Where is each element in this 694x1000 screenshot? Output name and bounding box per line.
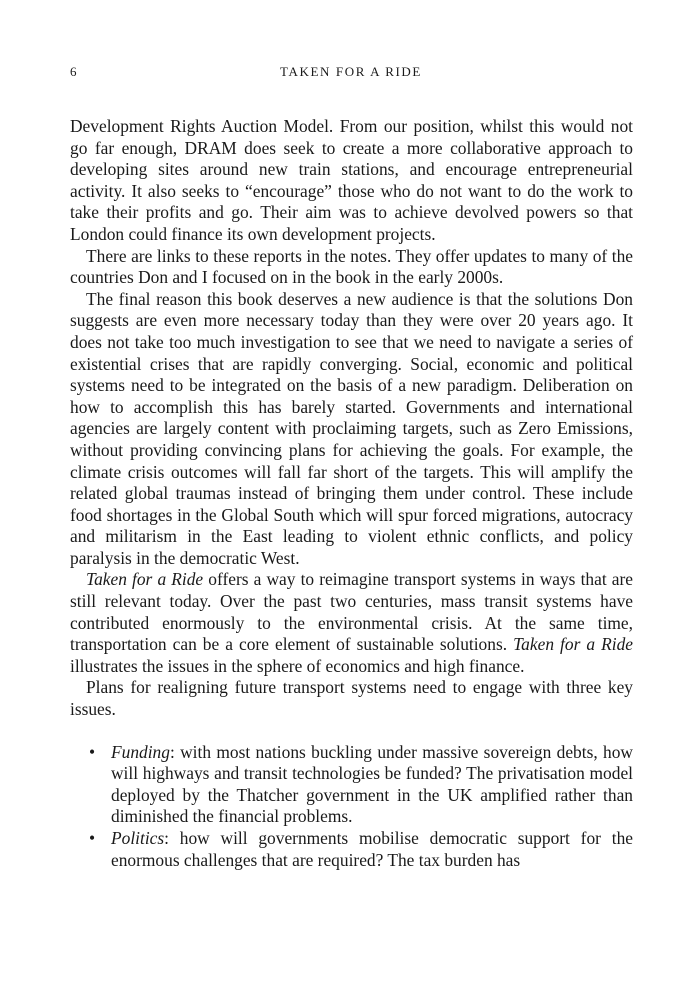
- list-item-text: : how will governments mobilise democratic support for the enormous challenges that are required? The tax burden has: [111, 828, 633, 870]
- bullet-icon: •: [89, 741, 96, 762]
- list-item-term: Funding: [111, 741, 170, 762]
- running-head: [70, 64, 632, 84]
- paragraph: [70, 569, 633, 677]
- paragraph-text: offers a way to reimagine transport systems in ways that are still relevant today. Over the past two centuries, mass transit systems have contributed enormously to the environmental crisis. At the same time, transportation can be a core element of sustainable solutions.: [70, 569, 634, 655]
- bullet-icon: •: [89, 828, 96, 848]
- list-item-term: Politics: [111, 828, 165, 848]
- paragraph: Development Rights Auction Model. From our position, whilst this would not go far enough, DRAM does seek to create a more collaborative approach to developing sites around new train stations, and encourage entrepreneurial activity. It also seeks to “encourage” those who do not want to do the work to take their profits and go. Their aim was to achieve devolved powers so that London could finance its own development projects.: [70, 116, 633, 244]
- body-text: [70, 116, 633, 871]
- list-item: [70, 742, 633, 828]
- list-item-text: : with most nations buckling under massive sovereign debts, how will highways and transit technologies be funded? The privatisation model deployed by the Thatcher government in the UK amplified rather than diminished the financial problems.: [111, 741, 633, 827]
- bullet-list: [70, 742, 633, 872]
- paragraph: Plans for realigning future transport systems need to engage with three key issues.: [70, 677, 633, 720]
- page-number: 6: [70, 64, 79, 79]
- paragraph: There are links to these reports in the notes. They offer updates to many of the countries Don and I focused on in the book in the early 2000s.: [70, 245, 633, 288]
- running-title: TAKEN FOR A RIDE: [280, 64, 422, 79]
- paragraph: The final reason this book deserves a new audience is that the solutions Don suggests are even more necessary today than they were over 20 years ago. It does not take too much investigation to see that we need to navigate a series of existential crises that are rapidly converging. Social, economic and political systems need to be integrated on the basis of a new paradigm. Deliberation on how to accomplish this has barely started. Governments and international agencies are largely content with proclaiming targets, such as Zero Emissions, without providing convincing plans for achieving the goals. For example, the climate crisis outcomes will fall far short of the targets. This will amplify the related global traumas instead of bringing them under control. These include food shortages in the Global South which will spur forced migrations, autocracy and militarism in the East leading to violent ethnic conflicts, and policy paralysis in the democratic West.: [70, 288, 633, 568]
- book-title-italic: Taken for a Ride: [513, 634, 633, 655]
- list-item: [70, 828, 633, 871]
- book-title-italic: Taken for a Ride: [86, 569, 204, 590]
- paragraph-text: illustrates the issues in the sphere of economics and high finance.: [70, 655, 525, 676]
